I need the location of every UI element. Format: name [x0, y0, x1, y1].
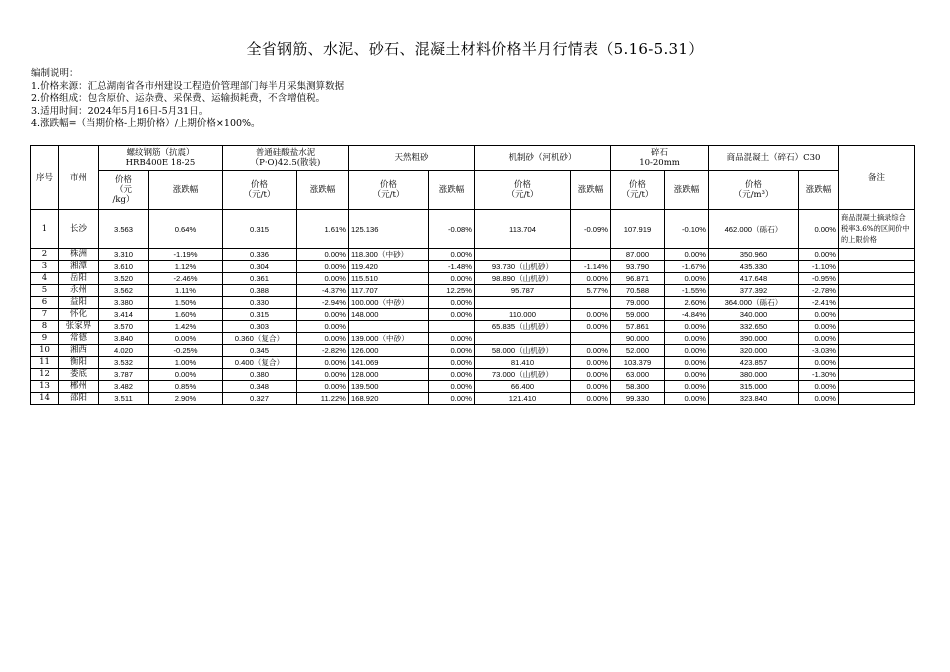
- cell-gravel-price: 99.330: [611, 393, 665, 405]
- header-msand: 机制砂（河机砂）: [475, 146, 611, 171]
- cell-gravel-change: 0.00%: [665, 393, 709, 405]
- cell-concrete-price: 380.000: [709, 369, 799, 381]
- cell-msand-change: 0.00%: [571, 345, 611, 357]
- cell-concrete-price: 332.650: [709, 321, 799, 333]
- cell-gravel-change: -4.84%: [665, 309, 709, 321]
- cell-city: 湘西: [59, 345, 99, 357]
- table-row: [31, 357, 915, 369]
- cell-seq: 3: [31, 261, 59, 273]
- cell-msand-price: 81.410: [475, 357, 571, 369]
- cell-remark: [839, 285, 915, 297]
- cell-rebar-price: 3.482: [99, 381, 149, 393]
- cell-concrete-change: 0.00%: [799, 309, 839, 321]
- cell-gravel-change: 0.00%: [665, 357, 709, 369]
- cell-gravel-change: -1.67%: [665, 261, 709, 273]
- cell-remark: [839, 369, 915, 381]
- cell-rebar-change: -1.19%: [149, 249, 223, 261]
- cell-rebar-price: 3.563: [99, 210, 149, 249]
- page-title: 全省钢筋、水泥、砂石、混凝土材料价格半月行情表（5.16-5.31）: [246, 40, 704, 58]
- cell-concrete-price: 350.960: [709, 249, 799, 261]
- header-gravel: 碎石 10-20mm: [611, 146, 709, 171]
- cell-concrete-price: 320.000: [709, 345, 799, 357]
- cell-cement-price: 0.360（复合）: [223, 333, 297, 345]
- cell-msand-change: 0.00%: [571, 321, 611, 333]
- header-seq: 序号: [31, 146, 59, 210]
- cell-city: 娄底: [59, 369, 99, 381]
- cell-rebar-change: 2.90%: [149, 393, 223, 405]
- cell-rebar-change: 1.42%: [149, 321, 223, 333]
- cell-gravel-change: -0.10%: [665, 210, 709, 249]
- cell-cement-change: -2.82%: [297, 345, 349, 357]
- cell-gravel-change: 0.00%: [665, 273, 709, 285]
- cell-cement-change: 0.00%: [297, 249, 349, 261]
- cell-sand-price: [349, 321, 429, 333]
- cell-msand-change: -1.14%: [571, 261, 611, 273]
- cell-sand-price: 100.000（中砂）: [349, 297, 429, 309]
- cell-sand-change: 0.00%: [429, 333, 475, 345]
- cell-sand-price: 115.510: [349, 273, 429, 285]
- cell-cement-change: 0.00%: [297, 261, 349, 273]
- header-concrete-price: 价格 （元/m³）: [709, 171, 799, 210]
- cell-msand-price: 113.704: [475, 210, 571, 249]
- table-row: [31, 285, 915, 297]
- cell-rebar-change: 1.12%: [149, 261, 223, 273]
- cell-rebar-price: 3.570: [99, 321, 149, 333]
- cell-sand-change: 0.00%: [429, 393, 475, 405]
- cell-gravel-change: 0.00%: [665, 321, 709, 333]
- cell-sand-change: 0.00%: [429, 345, 475, 357]
- cell-msand-change: 0.00%: [571, 381, 611, 393]
- cell-rebar-price: 3.787: [99, 369, 149, 381]
- cell-rebar-change: 0.85%: [149, 381, 223, 393]
- cell-concrete-change: -3.03%: [799, 345, 839, 357]
- cell-gravel-price: 70.588: [611, 285, 665, 297]
- cell-concrete-price: 364.000（砾石）: [709, 297, 799, 309]
- cell-gravel-change: -1.55%: [665, 285, 709, 297]
- cell-concrete-change: -0.95%: [799, 273, 839, 285]
- cell-city: 长沙: [59, 210, 99, 249]
- table-row: [31, 345, 915, 357]
- cell-seq: 11: [31, 357, 59, 369]
- cell-sand-price: 148.000: [349, 309, 429, 321]
- cell-msand-change: -0.09%: [571, 210, 611, 249]
- cell-msand-change: 0.00%: [571, 273, 611, 285]
- cell-city: 怀化: [59, 309, 99, 321]
- cell-gravel-price: 63.000: [611, 369, 665, 381]
- cell-cement-change: 0.00%: [297, 333, 349, 345]
- cell-concrete-change: 0.00%: [799, 333, 839, 345]
- notes-block: [31, 68, 344, 131]
- header-sand: 天然粗砂: [349, 146, 475, 171]
- cell-remark: [839, 297, 915, 309]
- header-gravel-price: 价格 （元/t）: [611, 171, 665, 210]
- cell-sand-change: 0.00%: [429, 381, 475, 393]
- cell-remark: [839, 393, 915, 405]
- cell-seq: 14: [31, 393, 59, 405]
- note-line: 1.价格来源：汇总湖南省各市州建设工程造价管理部门每半月采集测算数据: [31, 80, 345, 92]
- cell-gravel-price: 58.300: [611, 381, 665, 393]
- table-row: [31, 273, 915, 285]
- cell-sand-change: 0.00%: [429, 297, 475, 309]
- header-cement-price: 价格 （元/t）: [223, 171, 297, 210]
- cell-gravel-price: 79.000: [611, 297, 665, 309]
- cell-rebar-change: 0.64%: [149, 210, 223, 249]
- cell-msand-price: 93.730（山机砂）: [475, 261, 571, 273]
- cell-seq: 5: [31, 285, 59, 297]
- cell-concrete-change: -2.78%: [799, 285, 839, 297]
- cell-sand-price: 128.000: [349, 369, 429, 381]
- cell-gravel-change: 0.00%: [665, 369, 709, 381]
- cell-rebar-change: 1.00%: [149, 357, 223, 369]
- cell-cement-price: 0.330: [223, 297, 297, 309]
- cell-seq: 7: [31, 309, 59, 321]
- cell-cement-price: 0.315: [223, 309, 297, 321]
- cell-seq: 2: [31, 249, 59, 261]
- cell-seq: 13: [31, 381, 59, 393]
- cell-sand-change: -0.08%: [429, 210, 475, 249]
- header-sand-price: 价格 （元/t）: [349, 171, 429, 210]
- table-row: [31, 210, 915, 249]
- cell-msand-price: 65.835（山机砂）: [475, 321, 571, 333]
- cell-remark: [839, 381, 915, 393]
- header-sand-change: 涨跌幅: [429, 171, 475, 210]
- cell-remark: [839, 321, 915, 333]
- cell-remark: 商品混凝土摘录综合税率3.6%的区间价中的上限价格: [839, 210, 915, 249]
- cell-seq: 1: [31, 210, 59, 249]
- cell-sand-price: 139.000（中砂）: [349, 333, 429, 345]
- cell-sand-price: 118.300（中砂）: [349, 249, 429, 261]
- cell-rebar-change: 0.00%: [149, 369, 223, 381]
- cell-msand-change: 0.00%: [571, 393, 611, 405]
- cell-sand-change: 0.00%: [429, 309, 475, 321]
- table-row: [31, 321, 915, 333]
- cell-seq: 8: [31, 321, 59, 333]
- cell-rebar-price: 3.511: [99, 393, 149, 405]
- cell-concrete-price: 390.000: [709, 333, 799, 345]
- cell-cement-change: -2.94%: [297, 297, 349, 309]
- cell-msand-change: [571, 297, 611, 309]
- cell-sand-price: 119.420: [349, 261, 429, 273]
- cell-rebar-price: 3.610: [99, 261, 149, 273]
- cell-gravel-change: 0.00%: [665, 345, 709, 357]
- cell-concrete-price: 417.648: [709, 273, 799, 285]
- cell-seq: 6: [31, 297, 59, 309]
- header-remark: 备注: [839, 146, 915, 210]
- cell-rebar-price: 4.020: [99, 345, 149, 357]
- cell-gravel-price: 107.919: [611, 210, 665, 249]
- cell-msand-change: [571, 249, 611, 261]
- table-row: [31, 261, 915, 273]
- note-line: 4.涨跌幅=（当期价格-上期价格）/上期价格×100%。: [31, 118, 261, 129]
- cell-gravel-change: 0.00%: [665, 381, 709, 393]
- cell-concrete-change: -1.30%: [799, 369, 839, 381]
- header-rebar: 螺纹钢筋（抗震） HRB400E 18-25: [99, 146, 223, 171]
- cell-cement-change: 0.00%: [297, 273, 349, 285]
- cell-msand-price: 58.000（山机砂）: [475, 345, 571, 357]
- cell-msand-change: 0.00%: [571, 309, 611, 321]
- header-msand-change: 涨跌幅: [571, 171, 611, 210]
- cell-rebar-change: 1.11%: [149, 285, 223, 297]
- cell-city: 永州: [59, 285, 99, 297]
- price-table: [30, 145, 915, 405]
- cell-msand-price: [475, 297, 571, 309]
- cell-cement-price: 0.303: [223, 321, 297, 333]
- cell-sand-change: [429, 321, 475, 333]
- cell-msand-price: 110.000: [475, 309, 571, 321]
- cell-seq: 12: [31, 369, 59, 381]
- cell-msand-price: [475, 333, 571, 345]
- cell-msand-price: [475, 249, 571, 261]
- cell-gravel-price: 59.000: [611, 309, 665, 321]
- cell-gravel-change: 2.60%: [665, 297, 709, 309]
- cell-gravel-price: 96.871: [611, 273, 665, 285]
- header-concrete: 商品混凝土（碎石）C30: [709, 146, 839, 171]
- cell-city: 湘潭: [59, 261, 99, 273]
- cell-concrete-change: 0.00%: [799, 357, 839, 369]
- cell-msand-price: 66.400: [475, 381, 571, 393]
- header-concrete-change: 涨跌幅: [799, 171, 839, 210]
- cell-cement-price: 0.388: [223, 285, 297, 297]
- cell-cement-price: 0.380: [223, 369, 297, 381]
- cell-city: 郴州: [59, 381, 99, 393]
- cell-seq: 10: [31, 345, 59, 357]
- table-body: [31, 210, 915, 405]
- header-row-2: [31, 171, 915, 210]
- cell-concrete-change: 0.00%: [799, 210, 839, 249]
- table-row: [31, 333, 915, 345]
- cell-concrete-change: -1.10%: [799, 261, 839, 273]
- header-cement: 普通硅酸盐水泥 （P·O)42.5(散装): [223, 146, 349, 171]
- table-row: [31, 381, 915, 393]
- table-row: [31, 369, 915, 381]
- cell-sand-price: 141.069: [349, 357, 429, 369]
- cell-msand-price: 98.890（山机砂）: [475, 273, 571, 285]
- cell-gravel-price: 93.790: [611, 261, 665, 273]
- cell-city: 益阳: [59, 297, 99, 309]
- cell-concrete-change: 0.00%: [799, 393, 839, 405]
- cell-concrete-price: 462.000（砾石）: [709, 210, 799, 249]
- cell-city: 衡阳: [59, 357, 99, 369]
- cell-concrete-change: 0.00%: [799, 321, 839, 333]
- cell-gravel-price: 103.379: [611, 357, 665, 369]
- cell-sand-price: 125.136: [349, 210, 429, 249]
- header-gravel-change: 涨跌幅: [665, 171, 709, 210]
- cell-msand-change: 0.00%: [571, 369, 611, 381]
- cell-msand-change: 0.00%: [571, 357, 611, 369]
- cell-gravel-change: 0.00%: [665, 333, 709, 345]
- cell-rebar-change: -0.25%: [149, 345, 223, 357]
- note-line: 2.价格组成：包含原价、运杂费、采保费、运输损耗费，不含增值税。: [31, 93, 326, 104]
- cell-cement-price: 0.327: [223, 393, 297, 405]
- cell-remark: [839, 309, 915, 321]
- cell-rebar-change: 1.50%: [149, 297, 223, 309]
- cell-remark: [839, 249, 915, 261]
- cell-msand-price: 121.410: [475, 393, 571, 405]
- cell-cement-change: 0.00%: [297, 321, 349, 333]
- cell-rebar-price: 3.562: [99, 285, 149, 297]
- cell-gravel-price: 87.000: [611, 249, 665, 261]
- cell-remark: [839, 333, 915, 345]
- cell-concrete-change: 0.00%: [799, 249, 839, 261]
- cell-rebar-price: 3.414: [99, 309, 149, 321]
- cell-sand-change: -1.48%: [429, 261, 475, 273]
- header-cement-change: 涨跌幅: [297, 171, 349, 210]
- cell-cement-price: 0.400（复合）: [223, 357, 297, 369]
- cell-sand-change: 0.00%: [429, 357, 475, 369]
- cell-msand-change: [571, 333, 611, 345]
- cell-sand-price: 126.000: [349, 345, 429, 357]
- table-row: [31, 309, 915, 321]
- cell-city: 株洲: [59, 249, 99, 261]
- note-line: 编制说明：: [31, 68, 79, 79]
- cell-sand-change: 12.25%: [429, 285, 475, 297]
- header-row-1: [31, 146, 915, 171]
- cell-concrete-price: 377.392: [709, 285, 799, 297]
- cell-cement-change: -4.37%: [297, 285, 349, 297]
- cell-seq: 4: [31, 273, 59, 285]
- cell-rebar-price: 3.840: [99, 333, 149, 345]
- cell-concrete-change: -2.41%: [799, 297, 839, 309]
- cell-rebar-change: -2.46%: [149, 273, 223, 285]
- cell-city: 岳阳: [59, 273, 99, 285]
- cell-gravel-price: 90.000: [611, 333, 665, 345]
- table-row: [31, 297, 915, 309]
- cell-cement-change: 1.61%: [297, 210, 349, 249]
- cell-cement-price: 0.345: [223, 345, 297, 357]
- cell-cement-price: 0.315: [223, 210, 297, 249]
- cell-concrete-price: 423.857: [709, 357, 799, 369]
- cell-concrete-price: 435.330: [709, 261, 799, 273]
- table-row: [31, 249, 915, 261]
- cell-concrete-price: 315.000: [709, 381, 799, 393]
- cell-msand-price: 95.787: [475, 285, 571, 297]
- cell-cement-change: 0.00%: [297, 357, 349, 369]
- table-row: [31, 393, 915, 405]
- cell-remark: [839, 345, 915, 357]
- header-rebar-change: 涨跌幅: [149, 171, 223, 210]
- cell-remark: [839, 273, 915, 285]
- cell-sand-change: 0.00%: [429, 369, 475, 381]
- cell-gravel-change: 0.00%: [665, 249, 709, 261]
- note-line: 3.适用时间：2024年5月16日-5月31日。: [31, 105, 209, 117]
- cell-cement-change: 0.00%: [297, 309, 349, 321]
- cell-cement-change: 11.22%: [297, 393, 349, 405]
- header-rebar-price: 价格 （元 /kg）: [99, 171, 149, 210]
- cell-cement-price: 0.304: [223, 261, 297, 273]
- cell-sand-change: 0.00%: [429, 249, 475, 261]
- cell-remark: [839, 357, 915, 369]
- cell-rebar-price: 3.310: [99, 249, 149, 261]
- cell-rebar-price: 3.520: [99, 273, 149, 285]
- cell-gravel-price: 52.000: [611, 345, 665, 357]
- cell-concrete-price: 323.840: [709, 393, 799, 405]
- cell-rebar-change: 1.60%: [149, 309, 223, 321]
- cell-rebar-price: 3.532: [99, 357, 149, 369]
- cell-sand-price: 117.707: [349, 285, 429, 297]
- cell-cement-price: 0.336: [223, 249, 297, 261]
- cell-msand-price: 73.000（山机砂）: [475, 369, 571, 381]
- cell-cement-change: 0.00%: [297, 369, 349, 381]
- cell-gravel-price: 57.861: [611, 321, 665, 333]
- cell-cement-change: 0.00%: [297, 381, 349, 393]
- cell-city: 常德: [59, 333, 99, 345]
- cell-sand-price: 139.500: [349, 381, 429, 393]
- cell-sand-change: 0.00%: [429, 273, 475, 285]
- cell-msand-change: 5.77%: [571, 285, 611, 297]
- cell-city: 张家界: [59, 321, 99, 333]
- cell-remark: [839, 261, 915, 273]
- header-msand-price: 价格 （元/t）: [475, 171, 571, 210]
- cell-city: 邵阳: [59, 393, 99, 405]
- cell-concrete-price: 340.000: [709, 309, 799, 321]
- cell-concrete-change: 0.00%: [799, 381, 839, 393]
- cell-rebar-change: 0.00%: [149, 333, 223, 345]
- cell-seq: 9: [31, 333, 59, 345]
- cell-sand-price: 168.920: [349, 393, 429, 405]
- header-city: 市州: [59, 146, 99, 210]
- cell-cement-price: 0.348: [223, 381, 297, 393]
- cell-rebar-price: 3.380: [99, 297, 149, 309]
- cell-cement-price: 0.361: [223, 273, 297, 285]
